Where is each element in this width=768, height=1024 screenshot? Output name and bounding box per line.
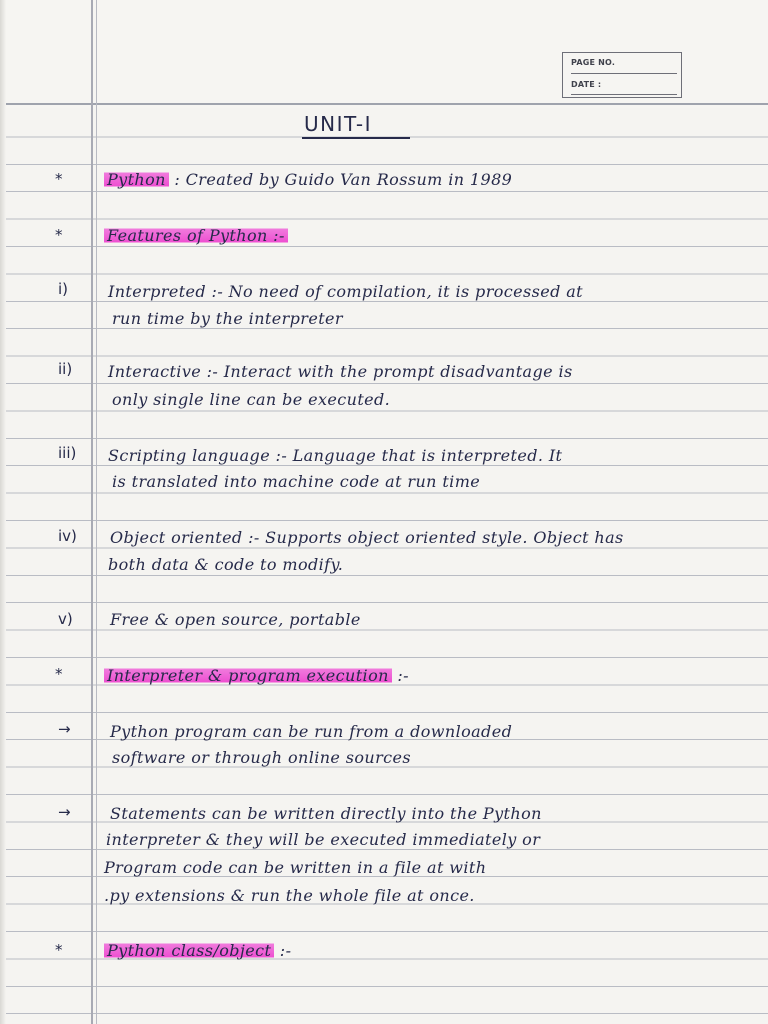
note-text: :- (397, 666, 409, 685)
note-line: Scripting language :- Language that is interpreted. It (108, 446, 563, 465)
title-underline (302, 137, 410, 139)
note-line: run time by the interpreter (112, 309, 343, 328)
note-line: .py extensions & run the whole file at once. (104, 886, 475, 905)
note-line (104, 228, 288, 244)
note-text: : Created by Guido Van Rossum in 1989 (174, 170, 513, 189)
note-line: Interactive :- Interact with the prompt disadvantage is (108, 362, 573, 381)
note-line: Program code can be written in a file at with (104, 858, 487, 877)
page-no-label: PAGE NO. (571, 58, 616, 67)
date-underline (571, 94, 677, 95)
bullet-marker: * (55, 665, 63, 683)
note-line: is translated into machine code at run time (112, 472, 481, 491)
note-line: Interpreted :- No need of compilation, it is processed at (108, 282, 583, 301)
bullet-marker: * (55, 226, 63, 244)
margin-line (91, 0, 93, 1024)
note-line (104, 668, 409, 684)
header-rule (0, 103, 768, 105)
note-line (104, 172, 512, 188)
note-text: :- (279, 941, 292, 960)
bullet-marker: * (55, 170, 63, 188)
note-line (104, 943, 291, 959)
arrow-marker: → (58, 720, 71, 738)
highlighted-term: Python (104, 170, 169, 189)
list-marker: i) (58, 280, 69, 298)
note-line: Statements can be written directly into the Python (110, 804, 542, 823)
list-marker: v) (58, 610, 73, 628)
date-label: DATE : (571, 80, 602, 89)
page-title: UNIT-I (304, 112, 372, 136)
note-line: software or through online sources (112, 748, 412, 767)
note-line: Python program can be run from a downloaded (110, 722, 513, 741)
highlighted-term: Interpreter & program execution (104, 666, 392, 685)
list-marker: iii) (58, 444, 77, 462)
list-marker: iv) (58, 527, 77, 545)
note-line: Object oriented :- Supports object oriented style. Object has (110, 528, 624, 547)
page-no-date-stamp (562, 52, 682, 98)
note-line: Free & open source, portable (110, 610, 361, 629)
highlighted-term: Python class/object (104, 941, 274, 960)
margin-line-inner (96, 0, 97, 1024)
list-marker: ii) (58, 360, 73, 378)
page-edge-shadow (0, 0, 6, 1024)
page-no-underline (571, 73, 677, 74)
note-line: both data & code to modify. (108, 555, 344, 574)
highlighted-term: Features of Python :- (104, 226, 288, 245)
arrow-marker: → (58, 803, 71, 821)
note-line: interpreter & they will be executed immediately or (106, 830, 541, 849)
note-line: only single line can be executed. (112, 390, 391, 409)
bullet-marker: * (55, 941, 63, 959)
